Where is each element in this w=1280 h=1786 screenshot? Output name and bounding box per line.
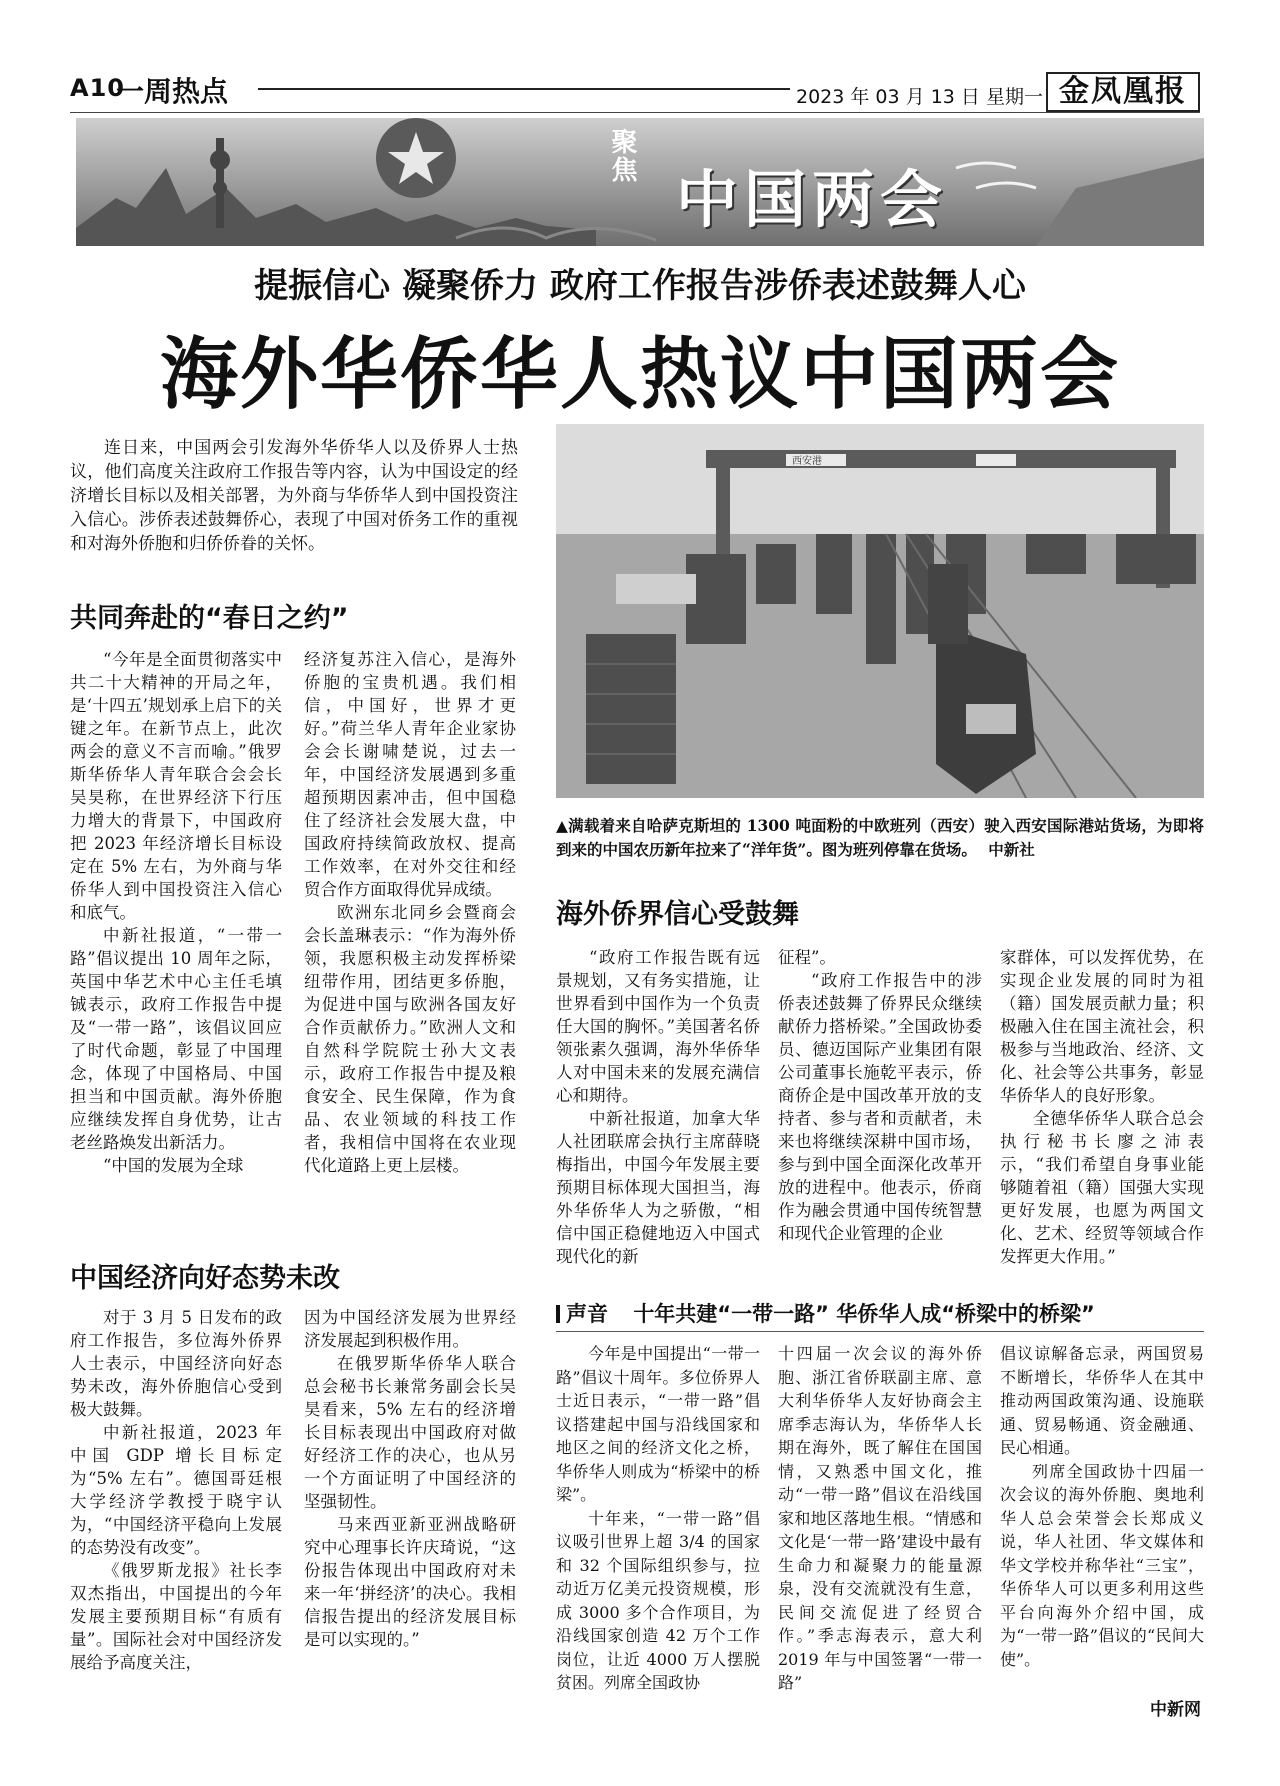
- kicker-headline: 提振信心 凝聚侨力 政府工作报告涉侨表述鼓舞人心: [254, 266, 1026, 306]
- s2-column-1: [70, 1306, 282, 1674]
- voice-column-1: [556, 1342, 760, 1695]
- main-headline: 海外华侨华人热议中国两会: [159, 330, 1120, 420]
- s1-paragraph: 中新社报道，“一带一路”倡议提出 10 周年之际，英国中华艺术中心主任毛填铖表示，政府工作报告中提及“一带一路”，该倡议回应了时代命题，彰显了中国理念，体现了中国格局、中国担当和中国贡献。海外侨胞应继续发挥自身优势，让古老丝路焕发出新活力。: [70, 926, 282, 1152]
- s3-paragraph: “政府工作报告中的涉侨表述鼓舞了侨界民众继续献侨力搭桥梁。”全国政协委员、德迈国际产业集团有限公司董事长施乾平表示，侨商侨企是中国改革开放的支持者、参与者和贡献者，未来也将继续深耕中国市场，参与到中国全面深化改革开放的进程中。他表示，侨商作为融会贯通中国传统智慧和现代企业管理的企业: [778, 971, 982, 1243]
- s1-paragraph: 经济复苏注入信心，是海外侨胞的宝贵机遇。我们相信，中国好，世界才更好。”荷兰华人青年企业家协会会长谢啸楚说，过去一年，中国经济发展遇到多重超预期因素冲击，但中国稳住了经济社会发展大盘，中国政府持续简政放权、提高工作效率，在对外交往和经贸合作方面取得优异成绩。: [304, 650, 516, 899]
- s2-column-2: [304, 1306, 516, 1651]
- s1-paragraph: 欧洲东北同乡会暨商会会长盖琳表示：“作为海外侨领，我愿积极主动发挥桥梁纽带作用，团结更多侨胞，为促进中国与欧洲各国友好合作贡献侨力。”欧洲人文和自然科学院院士孙大文表示，政府工作报告中提及粮食安全、民生保障，作为食品、农业领域的科技工作者，我相信中国将在农业现代化道路上更上层楼。: [304, 903, 516, 1175]
- voice-section-bar: [556, 1298, 1204, 1328]
- voice-tag: 声音: [566, 1302, 608, 1326]
- section-heading-economy: 中国经济向好态势未改: [70, 1263, 340, 1294]
- banner-tag: 聚焦: [607, 128, 637, 184]
- voice-paragraph: 今年是中国提出“一带一路”倡议十周年。多位侨界人士近日表示，“一带一路”倡议搭建起中国与沿线国家和地区之间的经济文化之桥，华侨华人则成为“桥梁中的桥梁”。: [556, 1344, 760, 1504]
- photo-illustration: [556, 424, 1204, 798]
- voice-paragraph: 十年来，“一带一路”倡议吸引世界上超 3/4 的国家和 32 个国际组织参与，拉动近万亿美元投资规模，形成 3000 多个合作项目，为沿线国家创造 42 万个工作岗位，让近 4000 万人摆脱贫困。列席全国政协: [556, 1508, 760, 1692]
- section-title: 一周热点: [116, 75, 229, 108]
- s3-paragraph: 全德华侨华人联合总会执行秘书长廖之沛表示，“我们希望自身事业能够随着祖（籍）国强大实现更好发展，也愿为两国文化、艺术、经贸等领域合作发挥更大作用。”: [1000, 1109, 1204, 1266]
- s2-paragraph: 在俄罗斯华侨华人联合总会秘书长兼常务副会长吴昊看来，5% 左右的经济增长目标表现出中国政府对做好经济工作的决心，也从另一个方面证明了中国经济的坚强韧性。: [304, 1354, 516, 1511]
- voice-rule: [556, 1331, 1204, 1332]
- page-number: A10: [70, 74, 125, 102]
- s3-column-3: [1000, 946, 1204, 1268]
- s3-paragraph: 家群体，可以发挥优势，在实现企业发展的同时为祖（籍）国发展贡献力量；积极融入住在国主流社会，积极参与当地政治、经济、文化、社会等公共事务，彰显华侨华人的良好形象。: [1000, 948, 1204, 1105]
- s2-paragraph: 中新社报道，2023 年中国 GDP 增长目标定为“5% 左右”。德国哥廷根大学经济学教授于晓宇认为，“中国经济平稳向上发展的态势没有改变”。: [70, 1423, 282, 1557]
- s1-paragraph: “今年是全面贯彻落实中共二十大精神的开局之年，是‘十四五’规划承上启下的关键之年。在新节点上，此次两会的意义不言而喻。”俄罗斯华侨华人青年联合会会长吴昊称，在世界经济下行压力增大的背景下，中国政府把 2023 年经济增长目标设定在 5% 左右，为外商与华侨华人到中国投资注入信心和底气。: [70, 650, 282, 922]
- issue-date: 2023 年 03 月 13 日 星期一: [790, 82, 1049, 109]
- s3-column-2: [778, 946, 982, 1245]
- s3-column-1: [556, 946, 760, 1268]
- s2-paragraph: 马来西亚新亚洲战略研究中心理事长许庆琦说，“这份报告体现出中国政府对未来一年‘拼经济’的决心。我相信报告提出的经济发展目标是可以实现的。”: [304, 1515, 516, 1649]
- s1-paragraph: “中国的发展为全球: [103, 1156, 244, 1175]
- voice-paragraph: 十四届一次会议的海外侨胞、浙江省侨联副主席、意大利华侨华人友好协商会主席季志海认为，华侨华人长期在海外，既了解住在国国情，又熟悉中国文化，推动“一带一路”倡议在沿线国家和地区落地生根。“情感和文化是‘一带一路’建设中最有生命力和凝聚力的能量源泉，没有交流就没有生意，民间交流促进了经贸合作。”季志海表示，意大利 2019 年与中国签署“一带一路”: [778, 1344, 982, 1692]
- photo-caption: [556, 814, 1204, 862]
- source-credit: 中新网: [1150, 1700, 1201, 1720]
- s2-paragraph: 因为中国经济发展为世界经济发展起到积极作用。: [304, 1308, 516, 1350]
- s1-column-2: [304, 648, 516, 1177]
- voice-paragraph: 倡议谅解备忘录，两国贸易不断增长，华侨华人在其中推动两国政策沟通、设施联通、贸易畅通、资金融通、民心相通。: [1000, 1344, 1204, 1457]
- section-heading-spring: 共同奔赴的“春日之约”: [70, 603, 349, 634]
- photo-credit: 中新社: [988, 841, 1035, 859]
- voice-column-3: [1000, 1342, 1204, 1671]
- voice-paragraph: 列席全国政协十四届一次会议的海外侨胞、奥地利华人总会荣誉会长郑成义说，华人社团、华文媒体和华文学校并称华社“三宝”，华侨华人可以更多利用这些平台向海外介绍中国，成为“一带一路”倡议的“民间大使”。: [1000, 1461, 1204, 1669]
- banner-title: 中国两会: [676, 163, 949, 236]
- s3-paragraph: “政府工作报告既有远景规划，又有务实措施，让世界看到中国作为一个负责任大国的胸怀。”美国著名侨领张素久强调，海外华侨华人对中国未来的发展充满信心和期待。: [556, 948, 760, 1105]
- voice-column-2: [778, 1342, 982, 1695]
- s1-column-1: [70, 648, 282, 1177]
- section-marker-icon: [556, 1305, 560, 1323]
- section-heading-confidence: 海外侨界信心受鼓舞: [556, 899, 799, 930]
- gantry-sign: 西安港: [792, 456, 822, 467]
- s2-paragraph: 《俄罗斯龙报》社长李双杰指出，中国提出的今年发展主要预期目标“有质有量”。国际社会对中国经济发展给予高度关注，: [70, 1561, 282, 1672]
- header-rule-bottom: [70, 112, 1200, 113]
- s3-paragraph: 征程”。: [778, 948, 836, 967]
- s2-paragraph: 对于 3 月 5 日发布的政府工作报告，多位海外侨界人士表示，中国经济向好态势未改，海外侨胞信心受到极大鼓舞。: [70, 1308, 282, 1419]
- lead-paragraph: 连日来，中国两会引发海外华侨华人以及侨界人士热议，他们高度关注政府工作报告等内容，认为中国设定的经济增长目标以及相关部署，为外商与华侨华人到中国投资注入信心。涉侨表述鼓舞侨心，表现了中国对侨务工作的重视和对海外侨胞和归侨侨眷的关怀。: [70, 438, 518, 554]
- photo-caption-text: ▲满载着来自哈萨克斯坦的 1300 吨面粉的中欧班列（西安）驶入西安国际港站货场，为即将到来的中国农历新年拉来了“洋年货”。图为班列停靠在货场。: [556, 816, 1204, 859]
- voice-title: 十年共建“一带一路” 华侨华人成“桥梁中的桥梁”: [633, 1302, 1095, 1326]
- masthead-logo: 金凤凰报: [1046, 72, 1200, 112]
- news-photo-freight-train: [556, 424, 1204, 798]
- s3-paragraph: 中新社报道，加拿大华人社团联席会执行主席薛晓梅指出，中国今年发展主要预期目标体现大国担当，海外华侨华人为之骄傲，“相信中国正稳健地迈入中国式现代化的新: [556, 1109, 760, 1266]
